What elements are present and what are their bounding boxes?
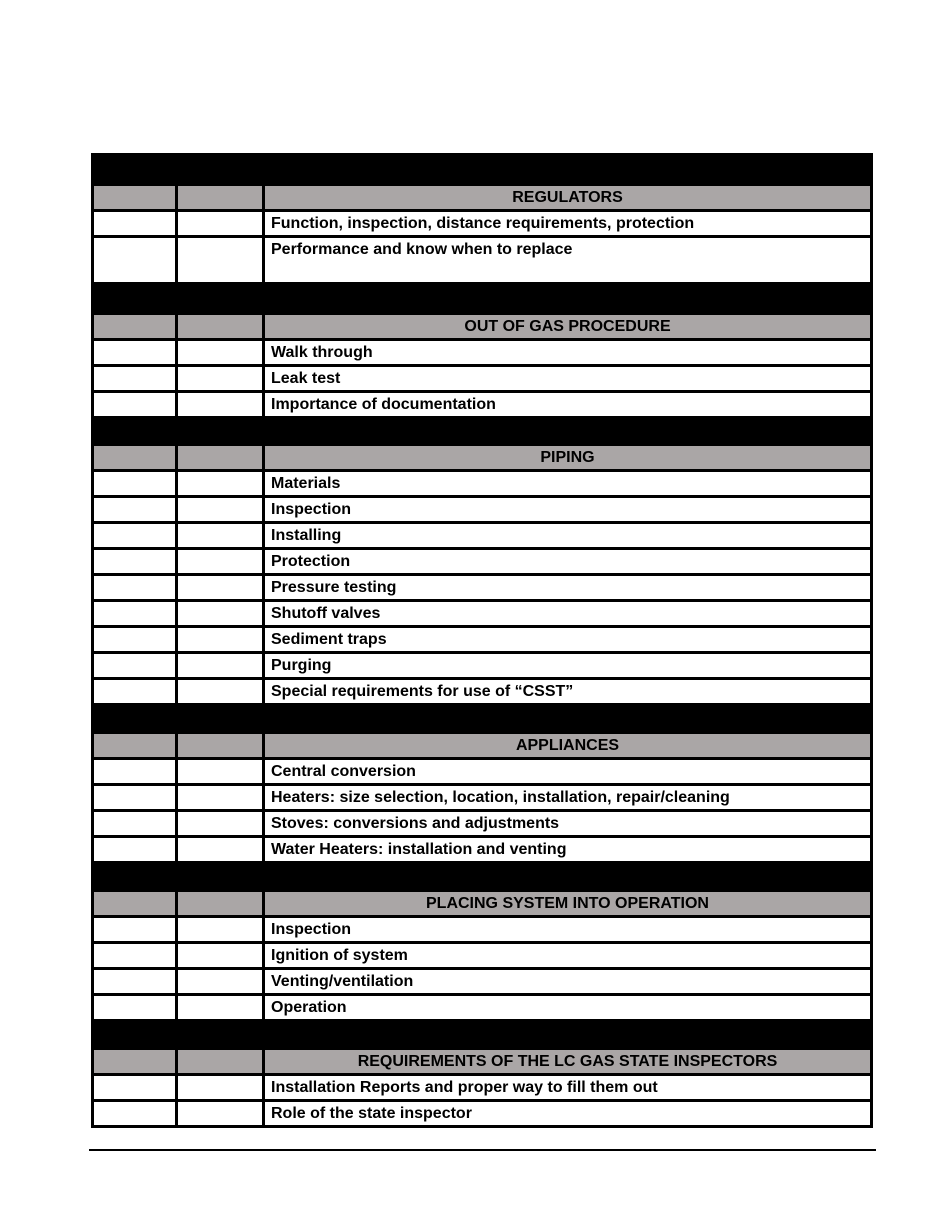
check-cell [94,212,178,235]
table-row [94,915,870,941]
check-cell [94,315,178,338]
row-label: Leak test [265,367,870,390]
check-cell [178,212,265,235]
check-cell [178,1050,265,1073]
check-cell [94,1050,178,1073]
row-label: Operation [265,996,870,1019]
row-label: Venting/ventilation [265,970,870,993]
check-cell [94,498,178,521]
table-row [94,757,870,783]
row-label: Materials [265,472,870,495]
check-cell [94,341,178,364]
check-cell [178,970,265,993]
row-label: Stoves: conversions and adjustments [265,812,870,835]
check-cell [94,576,178,599]
row-label: Inspection [265,498,870,521]
check-cell [94,812,178,835]
row-label: Walk through [265,341,870,364]
check-cell [178,1076,265,1099]
check-cell [178,576,265,599]
check-cell [94,472,178,495]
section-header-row [94,1047,870,1073]
section-divider-bar [94,156,870,183]
check-cell [178,446,265,469]
check-cell [178,812,265,835]
check-cell [94,1102,178,1125]
table-row [94,521,870,547]
check-cell [94,944,178,967]
section-title: PLACING SYSTEM INTO OPERATION [265,892,870,915]
section-divider-bar [94,1019,870,1047]
table-row [94,573,870,599]
table-row [94,809,870,835]
check-cell [178,734,265,757]
row-label: Function, inspection, distance requirements, protection [265,212,870,235]
section-title: PIPING [265,446,870,469]
row-label: Installing [265,524,870,547]
table-row [94,835,870,861]
row-label: Shutoff valves [265,602,870,625]
table-row [94,209,870,235]
section-header-row [94,183,870,209]
row-label: Special requirements for use of “CSST” [265,680,870,703]
row-label: Sediment traps [265,628,870,651]
check-cell [178,315,265,338]
table-row [94,390,870,416]
check-cell [178,838,265,861]
check-cell [178,918,265,941]
table-row [94,364,870,390]
section-divider-bar [94,282,870,312]
check-cell [94,734,178,757]
row-label: Central conversion [265,760,870,783]
check-cell [178,602,265,625]
row-label: Purging [265,654,870,677]
row-label: Role of the state inspector [265,1102,870,1125]
check-cell [178,550,265,573]
table-row [94,941,870,967]
row-label: Ignition of system [265,944,870,967]
check-cell [178,760,265,783]
check-cell [178,1102,265,1125]
check-cell [94,186,178,209]
table-row [94,1099,870,1125]
row-label: Water Heaters: installation and venting [265,838,870,861]
check-cell [94,393,178,416]
table-row [94,599,870,625]
check-cell [94,1076,178,1099]
table-row [94,625,870,651]
check-cell [178,524,265,547]
check-cell [94,628,178,651]
section-title: APPLIANCES [265,734,870,757]
check-cell [178,654,265,677]
table-row [94,783,870,809]
row-label: Heaters: size selection, location, installation, repair/cleaning [265,786,870,809]
section-title: REGULATORS [265,186,870,209]
section-title: OUT OF GAS PROCEDURE [265,315,870,338]
check-cell [94,996,178,1019]
check-cell [94,367,178,390]
check-cell [178,367,265,390]
row-label: Inspection [265,918,870,941]
check-cell [178,996,265,1019]
row-label: Pressure testing [265,576,870,599]
check-cell [178,341,265,364]
check-cell [178,680,265,703]
table-row [94,547,870,573]
check-cell [178,892,265,915]
check-cell [178,498,265,521]
row-label: Importance of documentation [265,393,870,416]
table-row [94,677,870,703]
section-header-row [94,443,870,469]
table-row [94,967,870,993]
check-cell [94,550,178,573]
check-cell [94,760,178,783]
check-cell [94,602,178,625]
check-cell [94,654,178,677]
checklist-table [91,153,873,1128]
check-cell [94,838,178,861]
section-title: REQUIREMENTS OF THE LC GAS STATE INSPECTORS [265,1050,870,1073]
check-cell [94,524,178,547]
section-divider-bar [94,703,870,731]
table-row [94,235,870,282]
section-divider-bar [94,861,870,889]
section-header-row [94,731,870,757]
check-cell [94,892,178,915]
table-row [94,469,870,495]
section-header-row [94,312,870,338]
row-label: Installation Reports and proper way to fill them out [265,1076,870,1099]
check-cell [178,472,265,495]
check-cell [178,944,265,967]
check-cell [94,970,178,993]
check-cell [94,786,178,809]
check-cell [178,786,265,809]
table-row [94,338,870,364]
section-header-row [94,889,870,915]
table-row [94,1073,870,1099]
check-cell [94,238,178,282]
row-label: Protection [265,550,870,573]
check-cell [178,238,265,282]
table-row [94,495,870,521]
table-row [94,993,870,1019]
check-cell [94,446,178,469]
footer-rule [89,1149,876,1151]
check-cell [94,918,178,941]
row-label: Performance and know when to replace [265,238,870,282]
section-divider-bar [94,416,870,443]
check-cell [178,393,265,416]
table-row [94,651,870,677]
check-cell [178,628,265,651]
check-cell [94,680,178,703]
check-cell [178,186,265,209]
